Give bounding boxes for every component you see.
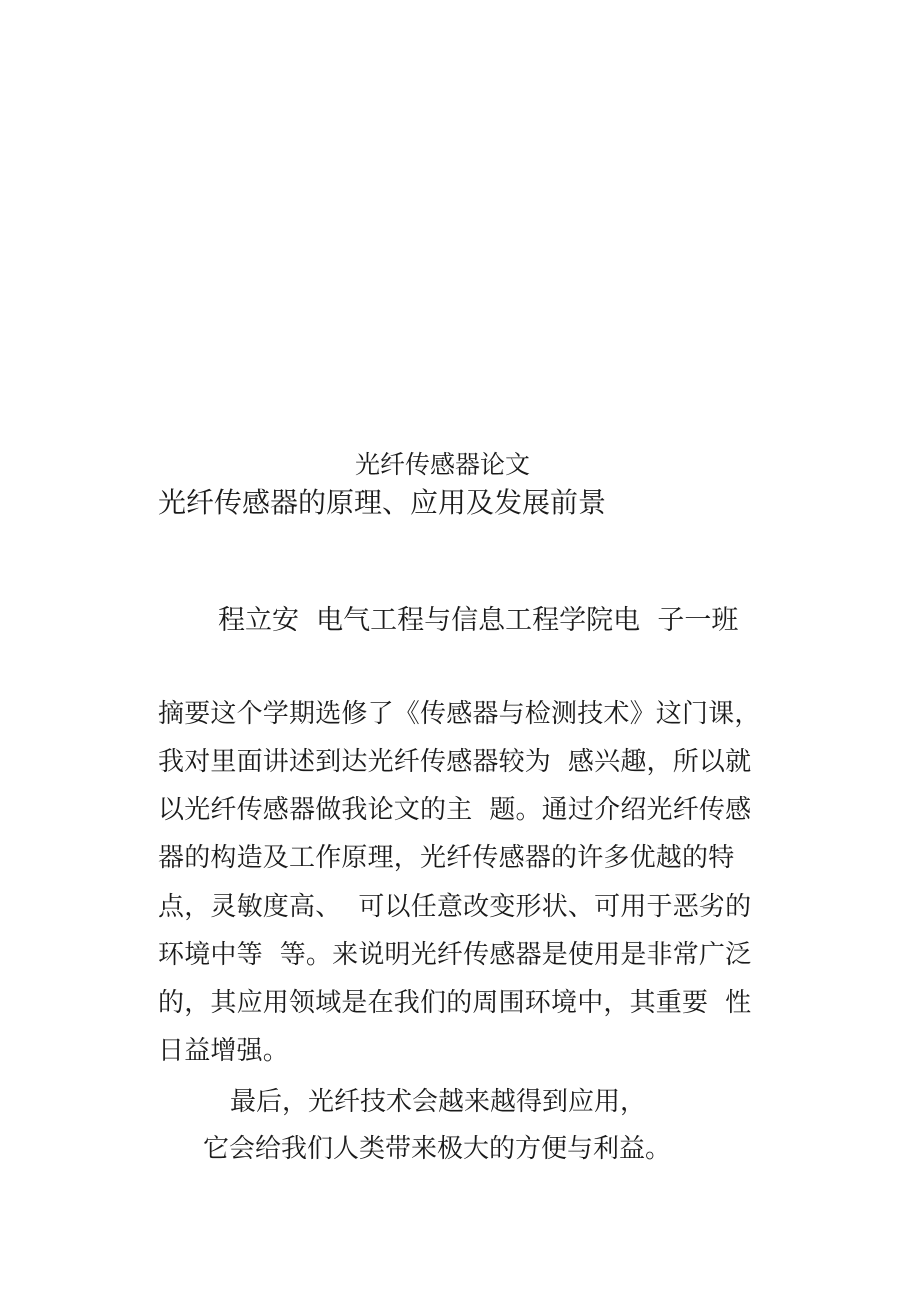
abstract-line: 摘要这个学期选修了《传感器与检测技术》这门课， — [158, 699, 761, 729]
abstract-line: 器的构造及工作原理，光纤传感器的许多优越的特 — [158, 843, 735, 873]
abstract-line: 的，其应用领域是在我们的周围环境中，其重要 性 — [158, 988, 752, 1018]
document-title: 光纤传感器论文 — [355, 450, 531, 479]
closing-line: 最后，光纤技术会越来越得到应用， — [230, 1087, 647, 1117]
closing-line: 它会给我们人类带来极大的方便与利益。 — [203, 1134, 672, 1164]
abstract-line: 以光纤传感器做我论文的主 题。通过介绍光纤传感 — [158, 795, 752, 825]
abstract-line: 环境中等 等。来说明光纤传感器是使用是非常广泛 — [158, 940, 752, 970]
abstract-line: 我对里面讲述到达光纤传感器较为 感兴趣，所以就 — [158, 747, 752, 777]
document-subtitle: 光纤传感器的原理、应用及发展前景 — [158, 486, 607, 519]
author-affiliation: 程立安 电气工程与信息工程学院电 子一班 — [218, 605, 739, 636]
abstract-line: 点，灵敏度高、 可以任意改变形状、可用于恶劣的 — [158, 892, 752, 922]
abstract-line: 日益增强。 — [158, 1036, 290, 1066]
